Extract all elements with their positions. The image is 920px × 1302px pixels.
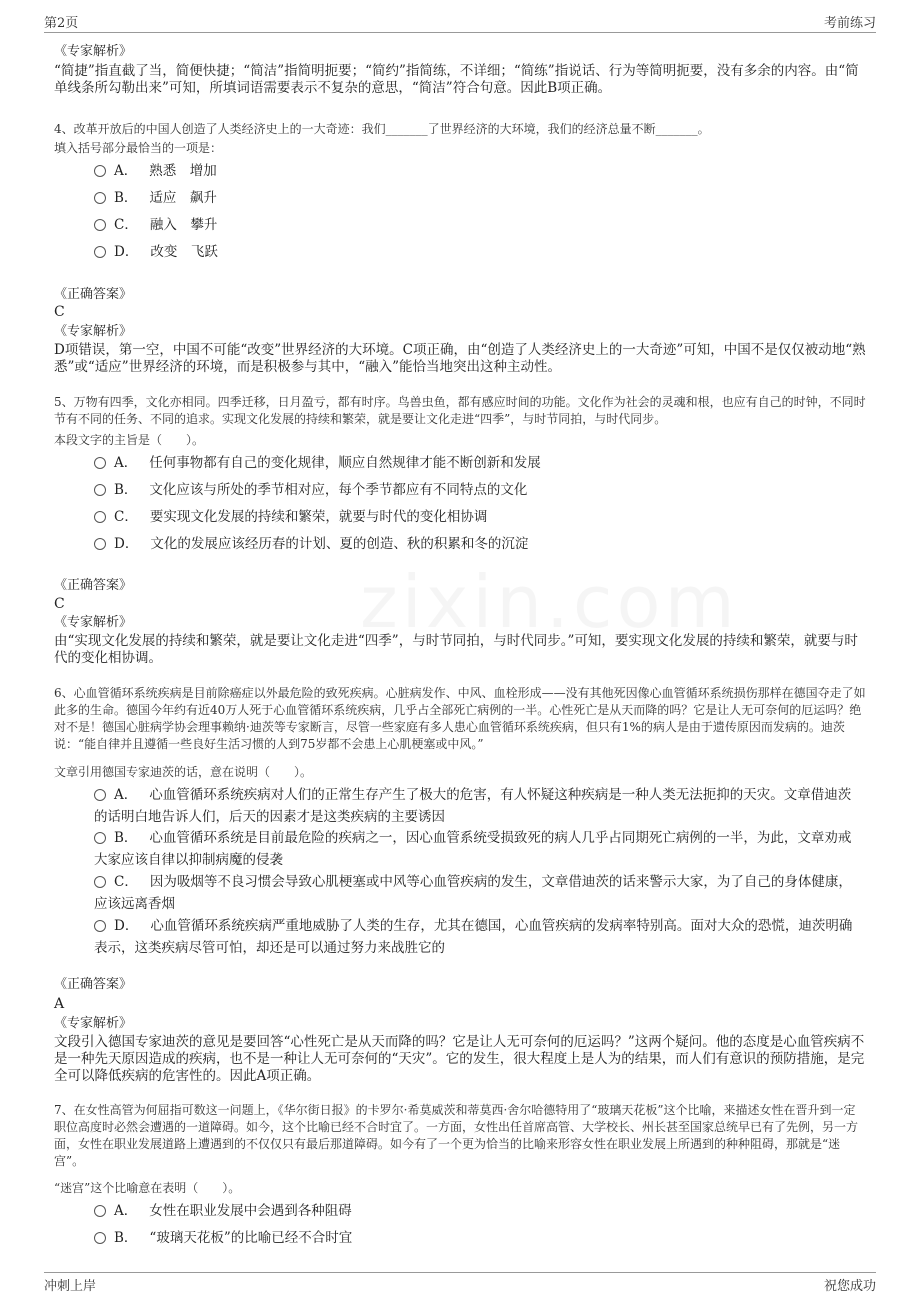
q6-option-d[interactable]: D． 心血管循环系统疾病严重地威胁了人类的生存，尤其在德国，心血管疾病的发病率特别高。面对大众的恐慌，迪茨明确表示，这类疾病尽管可怕，却还是可以通过努力来战胜它的: [94, 918, 853, 956]
footer-right: 祝您成功: [823, 1279, 876, 1294]
q6-answer: A: [54, 996, 65, 1012]
q6-option-c[interactable]: C． 因为吸烟等不良习惯会导致心肌梗塞或中风等心血管疾病的发生，文章借迪茨的话来警示大家，为了自己的身体健康，应该远离香烟: [94, 874, 852, 912]
q5-option-a[interactable]: A． 任何事物都有自己的变化规律，顺应自然规律才能不断创新和发展: [94, 452, 864, 474]
q7-option-a[interactable]: A． 女性在职业发展中会遇到各种阻碍: [94, 1200, 864, 1222]
header-title: 考前练习: [823, 16, 876, 31]
radio-icon[interactable]: [94, 920, 106, 932]
q4-expl-title: 《专家解析》: [54, 324, 133, 339]
q6-prompt: 文章引用德国专家迪茨的话，意在说明（ ）。: [54, 765, 313, 779]
q4-answer-title: 《正确答案》: [54, 287, 133, 302]
radio-icon[interactable]: [94, 538, 106, 550]
radio-icon[interactable]: [94, 484, 106, 496]
q5-prompt: 本段文字的主旨是（ ）。: [54, 433, 205, 447]
q4-prompt: 填入括号部分最恰当的一项是：: [54, 141, 223, 155]
q3-expl: “简捷”指直截了当，简便快捷；“简洁”指简明扼要；“简约”指简练，不详细；“简练”指说话、行为等简明扼要，没有多余的内容。由“简单线条所勾勒出来”可知，所填词语需要表示不复杂的意思，“简洁”符合句意。因此B项正确。: [54, 63, 859, 96]
q4-option-b[interactable]: B． 适应 飙升: [94, 187, 864, 209]
q6-stem: 6、心血管循环系统疾病是目前除癌症以外最危险的致死疾病。心脏病发作、中风、血栓形成——没有其他死因像心血管循环系统损伤那样在德国夺走了如此多的生命。德国今年约有近40万人死于心血管循环系统疾病，几乎占全部死亡病例的一半。心性死亡是从天而降的吗？它是让人无可奈何的厄运吗？绝对不是！德国心脏病学协会理事赖纳·迪茨等专家断言，尽管一些家庭有多人患心血管循环系统疾病，但只有1%的病人是由于遗传原因而发病的。迪茨说：“能自律并且遵循一些良好生活习惯的人到75岁都不会患上心肌梗塞或中风。”: [54, 686, 866, 751]
q4-expl: D项错误，第一空，中国不可能“改变”世界经济的大环境。C项正确，由“创造了人类经济史上的一大奇迹”可知，中国不是仅仅被动地“熟悉”或“适应”世界经济的环境，而是积极参与其中，“融入”能恰当地突出这种主动性。: [54, 342, 866, 375]
radio-icon[interactable]: [94, 1232, 106, 1244]
q6-option-b[interactable]: B． 心血管循环系统是目前最危险的疾病之一，因心血管系统受损致死的病人几乎占同期死亡病例的一半，为此，文章劝戒大家应该自律以抑制病魔的侵袭: [94, 830, 852, 868]
q7-option-b[interactable]: B． “玻璃天花板”的比喻已经不合时宜: [94, 1227, 864, 1249]
radio-icon[interactable]: [94, 192, 106, 204]
q7-prompt: “迷宫”这个比喻意在表明（ ）。: [54, 1181, 241, 1195]
q4-option-d[interactable]: D． 改变 飞跃: [94, 241, 864, 263]
q5-expl: 由“实现文化发展的持续和繁荣，就是要让文化走进“四季”，与时节同拍，与时代同步。”可知，要实现文化发展的持续和繁荣，就要与时代的变化相协调。: [54, 633, 858, 666]
q7-stem: 7、在女性高管为何屈指可数这一问题上，《华尔街日报》的卡罗尔·希莫威茨和蒂莫西·舍尔哈德特用了“玻璃天花板”这个比喻，来描述女性在晋升到一定职位高度时必然会遭遇的一道障碍。如今，这个比喻已经不合时宜了。一方面，女性出任首席高管、大学校长、州长甚至国家总统早已有了先例，另一方面，女性在职业发展道路上遭遇到的不仅仅只有最后那道障碍。如今有了一个更为恰当的比喻来形容女性在职业发展上所遇到的种种阻碍，那就是“迷宫”。: [54, 1103, 859, 1168]
q4-option-a[interactable]: A． 熟悉 增加: [94, 160, 864, 182]
q5-stem: 5、万物有四季，文化亦相同。四季迁移，日月盈亏，都有时序。鸟兽虫鱼，都有感应时间的功能。文化作为社会的灵魂和根，也应有自己的时钟，不同时节有不同的任务、不同的追求。实现文化发展的持续和繁荣，就是要让文化走进“四季”，与时节同拍，与时代同步。: [54, 395, 866, 426]
q6-expl: 文段引入德国专家迪茨的意见是要回答“心性死亡是从天而降的吗？它是让人无可奈何的厄运吗？”这两个疑问。他的态度是心血管疾病不是一种先天原因造成的疾病，也不是一种让人无可奈何的“天灾”。它的发生，很大程度上是人为的结果，而人们有意识的预防措施，是完全可以降低疾病的危害性的。因此A项正确。: [54, 1034, 865, 1084]
q4-answer: C: [54, 304, 65, 320]
q5-answer-title: 《正确答案》: [54, 578, 133, 593]
radio-icon[interactable]: [94, 165, 106, 177]
footer-left: 冲刺上岸: [44, 1279, 97, 1294]
q5-expl-title: 《专家解析》: [54, 615, 133, 630]
radio-icon[interactable]: [94, 246, 106, 258]
page-footer: [44, 1272, 876, 1295]
q6-expl-title: 《专家解析》: [54, 1016, 133, 1031]
q3-expl-title: 《专家解析》: [54, 44, 133, 59]
radio-icon[interactable]: [94, 832, 106, 844]
q5-option-c[interactable]: C． 要实现文化发展的持续和繁荣，就要与时代的变化相协调: [94, 506, 864, 528]
radio-icon[interactable]: [94, 511, 106, 523]
q5-option-d[interactable]: D． 文化的发展应该经历春的计划、夏的创造、秋的积累和冬的沉淀: [94, 533, 864, 555]
q6-option-a[interactable]: A． 心血管循环系统疾病对人们的正常生存产生了极大的危害，有人怀疑这种疾病是一种人类无法扼抑的天灾。文章借迪茨的话明白地告诉人们，后天的因素才是这类疾病的主要诱因: [94, 787, 852, 825]
radio-icon[interactable]: [94, 457, 106, 469]
q5-option-b[interactable]: B． 文化应该与所处的季节相对应，每个季节都应有不同特点的文化: [94, 479, 864, 501]
radio-icon[interactable]: [94, 789, 106, 801]
radio-icon[interactable]: [94, 876, 106, 888]
q6-answer-title: 《正确答案》: [54, 977, 133, 992]
q4-stem: 4、改革开放后的中国人创造了人类经济史上的一大奇迹：我们_______了世界经济的大环境，我们的经济总量不断_______。: [54, 122, 710, 136]
radio-icon[interactable]: [94, 219, 106, 231]
radio-icon[interactable]: [94, 1205, 106, 1217]
page-number: 第2页: [44, 16, 79, 31]
q5-answer: C: [54, 596, 65, 612]
q4-option-c[interactable]: C． 融入 攀升: [94, 214, 864, 236]
page-header: [44, 12, 876, 33]
